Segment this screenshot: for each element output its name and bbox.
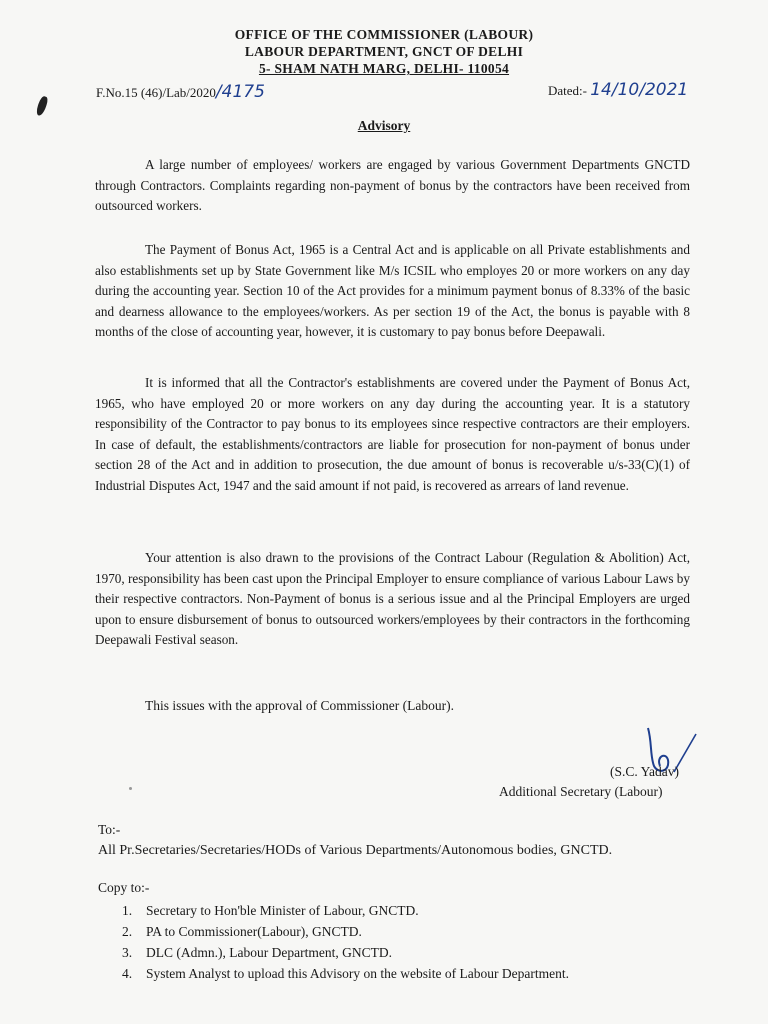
date-label: Dated:- <box>548 83 587 98</box>
list-item-number: 4. <box>122 966 133 981</box>
file-number-handwritten: /4175 <box>215 82 265 102</box>
to-label: To:- <box>98 822 121 837</box>
list-item <box>122 942 569 963</box>
file-number-printed: F.No.15 (46)/Lab/2020 <box>96 85 216 100</box>
signatory-designation: Additional Secretary (Labour) <box>499 784 663 799</box>
signatory-name: (S.C. Yadav) <box>610 764 680 779</box>
address-heading: 5- SHAM NATH MARG, DELHI- 110054 <box>258 61 510 76</box>
copy-to-list <box>122 900 569 984</box>
paragraph-2: The Payment of Bonus Act, 1965 is a Central Act and is applicable on all Private establishments and also establishments set up by State Government like M/s ICSIL who employes 20 or more workers on any day during the accounting year. Section 10 of the Act provides for a minimum payment bonus of 8.33% of the basic and dearness allowance to the employees/workers. As per section 19 of the Act, the bonus is payable with 8 months of the close of accounting year, however, it is customary to pay bonus before Deepawali. <box>95 242 690 339</box>
list-item-text: Secretary to Hon'ble Minister of Labour, GNCTD. <box>146 903 419 918</box>
date-line <box>548 80 688 100</box>
list-item-number: 3. <box>122 945 133 960</box>
file-number <box>96 82 265 102</box>
list-item <box>122 963 569 984</box>
list-item-text: PA to Commissioner(Labour), GNCTD. <box>146 924 362 939</box>
copy-to-label: Copy to:- <box>98 880 150 895</box>
speck <box>129 787 132 790</box>
date-handwritten: 14/10/2021 <box>590 80 689 100</box>
department-heading: LABOUR DEPARTMENT, GNCT OF DELHI <box>244 44 524 59</box>
list-item-text: DLC (Admn.), Labour Department, GNCTD. <box>146 945 392 960</box>
office-heading: OFFICE OF THE COMMISSIONER (LABOUR) <box>234 27 534 42</box>
punch-hole-mark <box>35 95 49 116</box>
to-recipients: All Pr.Secretaries/Secretaries/HODs of Various Departments/Autonomous bodies, GNCTD. <box>98 843 613 858</box>
list-item <box>122 900 569 921</box>
list-item-number: 2. <box>122 924 133 939</box>
list-item-number: 1. <box>122 903 133 918</box>
list-item-text: System Analyst to upload this Advisory on the website of Labour Department. <box>146 966 569 981</box>
approval-line: This issues with the approval of Commissioner (Labour). <box>145 698 454 713</box>
document-title: Advisory <box>357 118 411 133</box>
paragraph-1: A large number of employees/ workers are engaged by various Government Departments GNCTD through Contractors. Complaints regarding non-payment of bonus by the contractors have been received from outsourced workers. <box>95 157 690 213</box>
list-item <box>122 921 569 942</box>
paragraph-4: Your attention is also drawn to the provisions of the Contract Labour (Regulation & Abolition) Act, 1970, responsibility has been cast upon the Principal Employer to ensure compliance of various Labour Laws by their respective contractors. Non-Payment of bonus is a serious issue and al the Principal Employers are urged upon to ensure disbursement of bonus to outsourced workers/employees by their contractors in the forthcoming Deepawali Festival season. <box>95 550 690 647</box>
paragraph-3: It is informed that all the Contractor's establishments are covered under the Payment of Bonus Act, 1965, who have employed 20 or more workers on any day during the accounting year. It is a statutory responsibility of the Contractor to pay bonus to its employees since respective contractors are their employers. In case of default, the establishments/contractors are liable for prosecution for non-payment of bonus under section 28 of the Act and in addition to prosecution, the due amount of bonus is recoverable u/s-33(C)(1) of Industrial Disputes Act, 1947 and the said amount if not paid, is recovered as arrears of land revenue. <box>95 375 690 493</box>
